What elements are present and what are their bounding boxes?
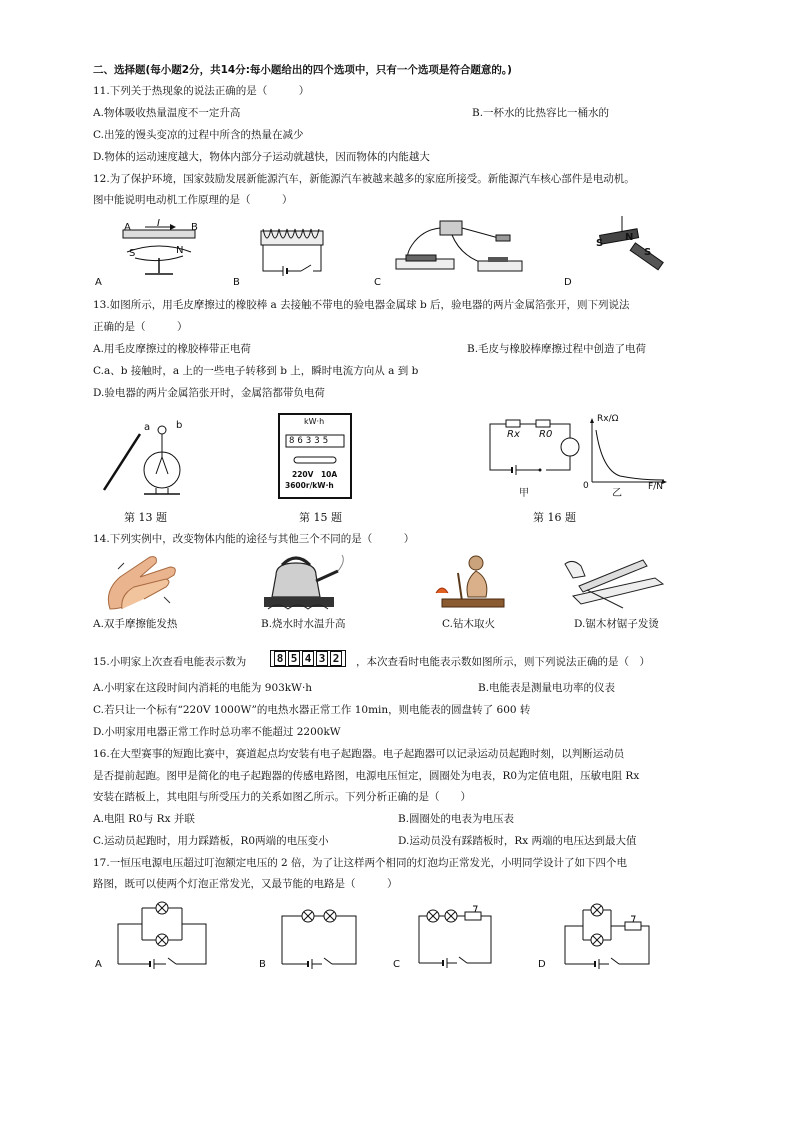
q16-graph-ylabel: Rx/Ω [597,414,619,424]
q16-stem-line3: 安装在踏板上，其电阻与所受压力的关系如图乙所示。下列分析正确的是（ ） [93,791,471,803]
q16-graph-xlabel: F/N [648,482,663,492]
q17-circuit-c [417,905,495,968]
q16-circuit-figure [488,418,580,482]
meter-digit: 6 [297,436,306,446]
q17-circuit-a [116,900,210,968]
q13-option-d: D.验电器的两片金属箔张开时，金属箔都带负电荷 [93,387,325,399]
q14-image-kettle [258,551,350,613]
q17-option-a: A [95,959,102,970]
q14-option-d: D.锯木材锯子发烫 [574,618,659,630]
q16-option-d: D.运动员没有踩踏板时，Rx 两端的电压达到最大值 [398,835,637,847]
q15-option-c: C.若只让一个标有“220V 1000W”的电热水器正常工作 10min，则电能表的圆盘转了 600 转 [93,704,531,716]
q12-figure-b [255,225,330,280]
q12-option-b: B [233,277,240,288]
reading-digit: 4 [302,651,314,666]
q16-graph-origin: 0 [583,481,589,491]
q13-stem-line1: 13.如图所示，用毛皮摩擦过的橡胶棒 a 去接触不带电的验电器金属球 b 后，验电器的两片金属箔张开，则下列说法 [93,299,630,311]
q13-fig-label-b: b [176,420,183,431]
q17-circuit-b [280,908,360,968]
q14-option-b: B.烧水时水温升高 [261,618,346,630]
q11-option-b: B.一杯水的比热容比一桶水的 [472,107,610,119]
q13-stem-line2: 正确的是（ ） [93,321,188,333]
q15-option-a: A.小明家在这段时间内消耗的电能为 903kW·h [93,682,313,694]
q12-option-d: D [564,277,572,288]
q17-stem-line2: 路图，既可以使两个灯泡正常发光，又最节能的电路是（ ） [93,878,398,890]
q15-meter-unit: kW·h [304,417,325,426]
q16-option-a: A.电阻 R0与 Rx 并联 [93,813,195,825]
q14-option-a: A.双手摩擦能发热 [93,618,178,630]
q12-fig-d-label-n: N [625,232,634,243]
q12-fig-d-label-s1: S [596,238,604,249]
q12-figure-d [592,214,672,279]
q15-meter-spec1: 220V 10A [292,470,338,479]
q12-option-a: A [95,277,102,288]
q14-image-sawing-wood [563,556,667,612]
q16-stem-line2: 是否提前起跑。图甲是简化的电子起跑器的传感电路图，电源电压恒定，圆圈处为电表，R0为定值电阻，压敏电阻 Rx [93,770,640,782]
q13-fig-label-a: a [144,422,151,433]
q17-option-c: C [393,959,400,970]
q12-fig-a-label-n: N [176,245,184,256]
q12-fig-a-label-a: A [124,222,131,233]
q12-fig-a-label-i: I [157,218,160,229]
q15-option-d: D.小明家用电器正常工作时总功率不能超过 2200kW [93,726,341,738]
reading-digit: 2 [330,651,342,666]
q13-option-b: B.毛皮与橡胶棒摩擦过程中创造了电荷 [467,343,647,355]
q16-label-jia: 甲 [519,488,529,499]
q15-figure-caption: 第 15 题 [299,511,342,524]
q12-stem-line2: 图中能说明电动机工作原理的是（ ） [93,194,293,206]
q12-figure-c [392,215,527,280]
q14-image-rubbing-hands [100,551,180,613]
q11-option-d: D.物体的运动速度越大，物体内部分子运动就越快，因而物体的内能越大 [93,151,430,163]
q16-figure-caption: 第 16 题 [533,511,576,524]
meter-digit: 8 [289,436,298,446]
q11-stem: 11.下列关于热现象的说法正确的是（ ） [93,85,310,97]
q15-meter-digits [289,436,331,446]
q17-circuit-d [563,900,653,968]
q16-label-rx: Rx [507,429,520,440]
q12-fig-a-label-b: B [191,222,198,233]
q17-stem-line1: 17.一恒压电源电压超过叮泡额定电压的 2 倍，为了让这样两个相同的灯泡均正常发光，小明同学设计了如下四个电 [93,857,628,869]
section-title: 二、选择题(每小题2分，共14分:每小题给出的四个选项中，只有一个选项是符合题意的。) [93,64,512,76]
q16-label-r0: R0 [539,429,553,440]
q13-figure-caption: 第 13 题 [124,511,167,524]
q17-option-d: D [538,959,546,970]
q14-option-c: C.钻木取火 [442,618,495,630]
q11-option-a: A.物体吸收热量温度不一定升高 [93,107,241,119]
q13-option-a: A.用毛皮摩擦过的橡胶棒带正电荷 [93,343,251,355]
q12-fig-d-label-s2: S [644,247,652,258]
q16-graph-yi: 乙 [612,488,622,499]
q16-stem-line1: 16.在大型赛事的短跑比赛中，赛道起点均安装有电子起跑器。电子起跑器可以记录运动员起跑时刻，以判断运动员 [93,748,625,760]
q16-graph-figure [590,418,670,488]
q13-option-c: C.a、b 接触时，a 上的一些电子转移到 b 上，瞬时电流方向从 a 到 b [93,365,419,377]
q11-option-c: C.出笼的馒头变凉的过程中所含的热量在减少 [93,129,304,141]
meter-digit: 3 [305,436,315,446]
q12-fig-a-label-s: S [129,248,136,259]
q12-option-c: C [374,277,381,288]
q17-option-b: B [259,959,266,970]
q12-stem-line1: 12.为了保护环境，国家鼓励发展新能源汽车，新能源汽车被越来越多的家庭所接受。新能源汽车核心部件是电动机。 [93,173,635,185]
q15-meter-spec2: 3600r/kW·h [285,481,334,490]
q15-stem-suffix: ，本次查看时电能表示数如图所示，则下列说法正确的是（ ） [356,656,650,668]
q15-option-b: B.电能表是测量电功率的仪表 [478,682,616,694]
q15-previous-reading [270,650,346,667]
q16-option-c: C.运动员起跑时，用力踩踏板，R0两端的电压变小 [93,835,329,847]
q14-stem: 14.下列实例中，改变物体内能的途径与其他三个不同的是（ ） [93,533,415,545]
reading-digit: 5 [288,651,300,666]
meter-digit: 3 [314,436,323,446]
q16-option-b: B.圆圈处的电表为电压表 [398,813,515,825]
meter-digit: 5 [322,436,332,446]
reading-digit: 3 [316,651,328,666]
q15-stem-prefix: 15.小明家上次查看电能表示数为 [93,656,247,668]
q14-image-drilling-wood [428,551,518,613]
reading-digit: 8 [274,651,286,666]
